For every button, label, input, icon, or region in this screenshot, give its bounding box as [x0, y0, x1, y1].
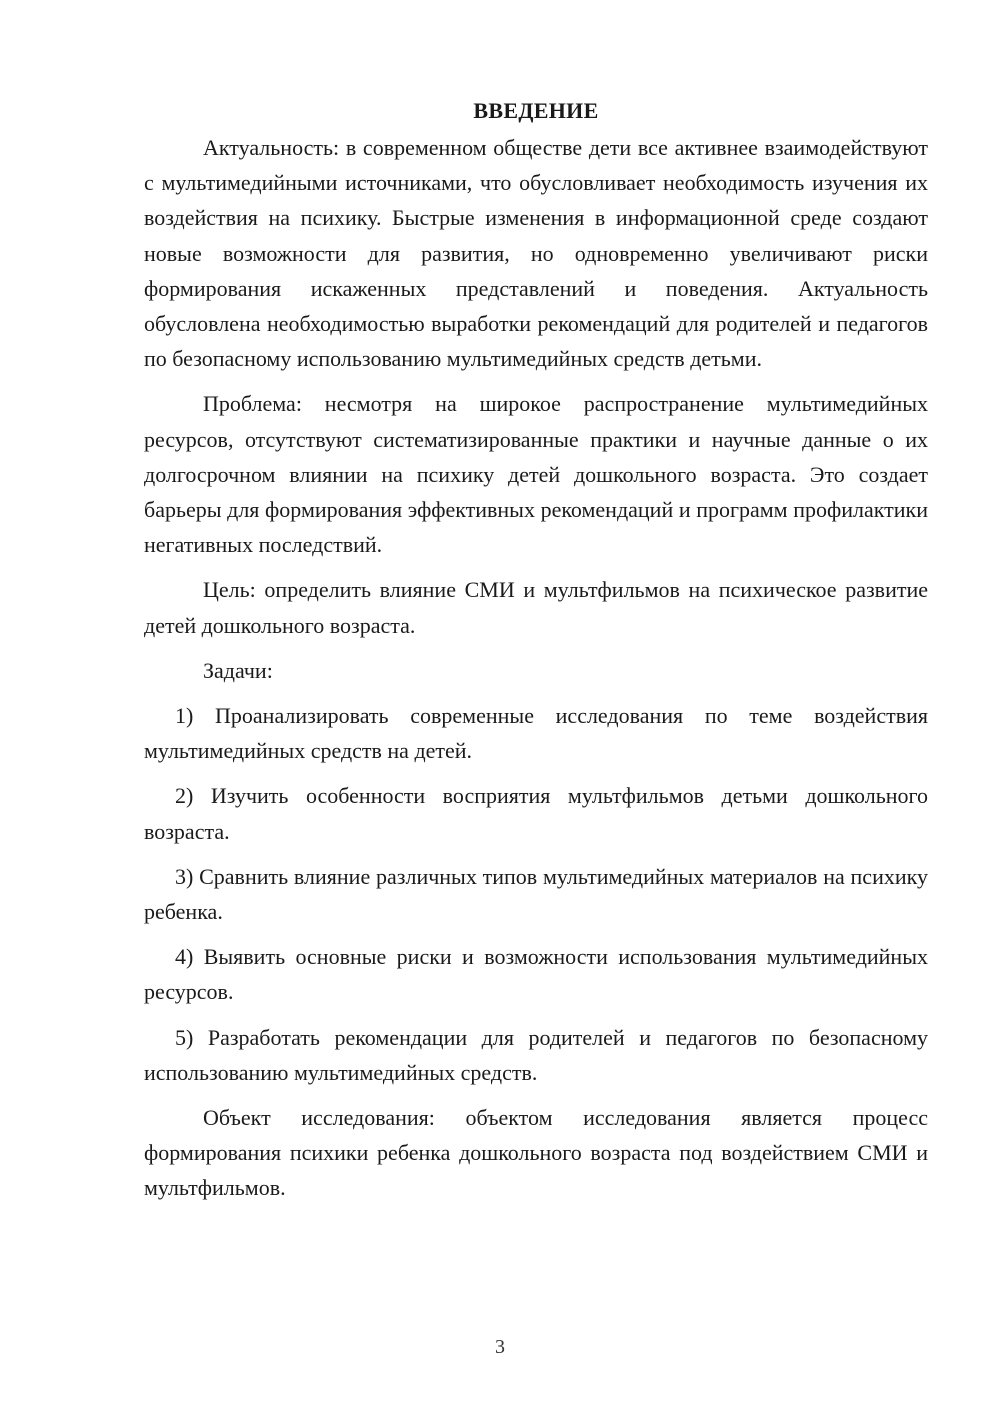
paragraph-problem: Проблема: несмотря на широкое распространение мультимедийных ресурсов, отсутствуют систематизированные практики и научные данные о их долгосрочном влиянии на психику детей дошкольного возраста. Это создает барьеры для формирования эффективных рекомендаций и программ профилактики негативных последствий. [144, 391, 928, 558]
page-number: 3 [495, 1336, 505, 1358]
task-list [144, 698, 928, 1090]
task-item-4: 4) Выявить основные риски и возможности использования мультимедийных ресурсов. [144, 944, 928, 1005]
task-item-2: 2) Изучить особенности восприятия мультфильмов детьми дошкольного возраста. [144, 783, 928, 844]
task-item-3: 3) Сравнить влияние различных типов мультимедийных материалов на психику ребенка. [144, 863, 928, 925]
tasks-heading: Задачи: [203, 657, 273, 683]
paragraph-goal: Цель: определить влияние СМИ и мультфильмов на психическое развитие детей дошкольного возраста. [144, 577, 928, 638]
document-page [144, 96, 928, 1206]
paragraph-relevance: Актуальность: в современном обществе дети все активнее взаимодействуют с мультимедийными источниками, что обусловливает необходимость изучения их воздействия на психику. Быстрые изменения в информационной среде создают новые возможности для развития, но одновременно увеличивают риски формирования искаженных представлений и поведения. Актуальность обусловлена необходимостью выработки рекомендаций для родителей и педагогов по безопасному использованию мультимедийных средств детьми. [144, 135, 928, 372]
paragraph-object: Объект исследования: объектом исследования является процесс формирования психики ребенка дошкольного возраста под воздействием СМИ и мультфильмов. [144, 1105, 928, 1201]
task-item-5: 5) Разработать рекомендации для родителей и педагогов по безопасному использованию мультимедийных средств. [144, 1024, 928, 1085]
section-title: ВВЕДЕНИЕ [473, 98, 599, 123]
task-item-1: 1) Проанализировать современные исследования по теме воздействия мультимедийных средств на детей. [144, 703, 928, 764]
